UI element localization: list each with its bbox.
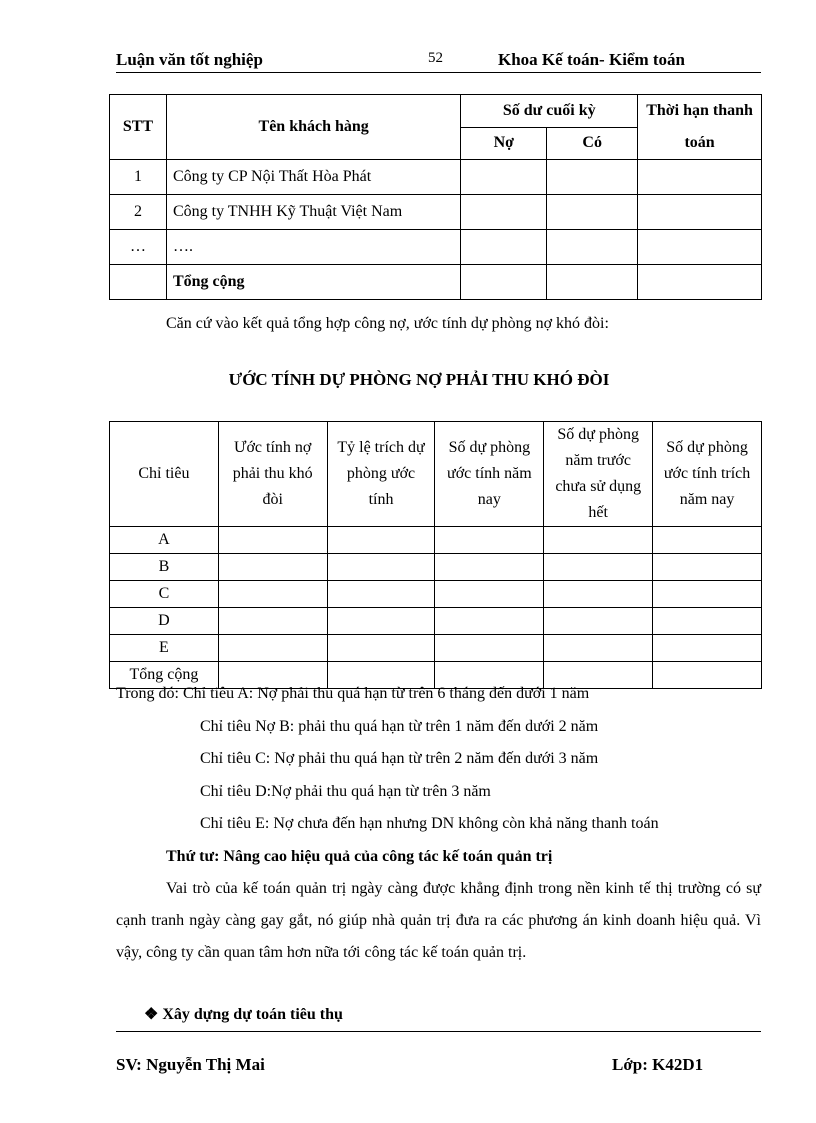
table-row bbox=[110, 230, 762, 265]
table-row bbox=[110, 160, 762, 195]
col-header-debit: Nợ bbox=[461, 127, 547, 160]
note-item: Chỉ tiêu Nợ B: phải thu quá hạn từ trên 1 năm đến dưới 2 năm bbox=[200, 718, 599, 735]
col-header-name: Tên khách hàng bbox=[166, 95, 460, 160]
note-first: Trong đó: Chỉ tiêu A: Nợ phải thu quá hạn từ trên 6 tháng đến dưới 1 năm bbox=[116, 685, 590, 702]
row-total-label: Tổng cộng bbox=[166, 265, 460, 300]
table-row-total bbox=[110, 265, 762, 300]
col-header-estimated-debt: Ước tính nợ phải thu khó đòi bbox=[218, 422, 327, 527]
row-total-label: Tổng cộng bbox=[110, 662, 219, 689]
row-indicator-label: A bbox=[110, 527, 219, 554]
section-paragraph: Vai trò của kế toán quản trị ngày càng được khẳng định trong nền kinh tế thị trường có sự cạnh tranh ngày càng gay gắt, nó giúp nhà quản trị đưa ra các phương án kinh doanh hiệu quả. Vì vậy, công ty cần quan tâm hơn nữa tới công tác kế toán quản trị. bbox=[116, 880, 761, 961]
header-faculty-label: Khoa Kế toán- Kiểm toán bbox=[498, 50, 685, 69]
footer-student: SV: Nguyễn Thị Mai bbox=[116, 1055, 265, 1074]
table-row bbox=[110, 581, 762, 608]
intro-text: Căn cứ vào kết quả tổng hợp công nợ, ước tính dự phòng nợ khó đòi: bbox=[166, 315, 609, 332]
bullet-item bbox=[144, 999, 343, 1031]
provision-estimate-table bbox=[109, 421, 762, 689]
table-row bbox=[110, 195, 762, 230]
table-row bbox=[110, 635, 762, 662]
table-header-row bbox=[110, 95, 762, 128]
row-stt: 2 bbox=[110, 195, 167, 230]
section-heading: Thứ tư: Nâng cao hiệu quả của công tác kế toán quản trị bbox=[166, 848, 553, 865]
footer-divider bbox=[116, 1031, 761, 1032]
col-header-credit: Có bbox=[547, 127, 638, 160]
diamond-bullet-icon: ❖ bbox=[144, 1006, 159, 1023]
note-item: Chỉ tiêu E: Nợ chưa đến hạn nhưng DN không còn khả năng thanh toán bbox=[200, 815, 659, 832]
col-header-balance: Số dư cuối kỳ bbox=[461, 95, 638, 128]
note-item: Chỉ tiêu D:Nợ phải thu quá hạn từ trên 3 năm bbox=[200, 783, 491, 800]
row-stt: 1 bbox=[110, 160, 167, 195]
col-header-indicator: Chỉ tiêu bbox=[110, 422, 219, 527]
row-stt bbox=[110, 265, 167, 300]
col-header-term: Thời hạn thanh toán bbox=[638, 95, 762, 160]
table-row bbox=[110, 527, 762, 554]
note-item: Chỉ tiêu C: Nợ phải thu quá hạn từ trên 2 năm đến dưới 3 năm bbox=[200, 750, 599, 767]
col-header-stt: STT bbox=[110, 95, 167, 160]
row-stt: … bbox=[110, 230, 167, 265]
bullet-text: Xây dựng dự toán tiêu thụ bbox=[162, 1006, 343, 1023]
table-header-row bbox=[110, 422, 762, 527]
row-indicator-label: D bbox=[110, 608, 219, 635]
col-header-provision-unused: Số dự phòng năm trước chưa sử dụng hết bbox=[544, 422, 653, 527]
col-header-provision-to-set: Số dự phòng ước tính trích năm nay bbox=[653, 422, 762, 527]
col-header-provision-rate: Tỷ lệ trích dự phòng ước tính bbox=[327, 422, 435, 527]
row-indicator-label: B bbox=[110, 554, 219, 581]
table2-title: ƯỚC TÍNH DỰ PHÒNG NỢ PHẢI THU KHÓ ĐÒI bbox=[228, 370, 610, 389]
header-thesis-label: Luận văn tốt nghiệp bbox=[116, 50, 263, 69]
row-customer-name: Công ty CP Nội Thất Hòa Phát bbox=[166, 160, 460, 195]
table-row bbox=[110, 554, 762, 581]
table-row bbox=[110, 608, 762, 635]
row-indicator-label: C bbox=[110, 581, 219, 608]
page-header bbox=[116, 48, 761, 73]
page-number: 52 bbox=[428, 50, 443, 66]
customer-balance-table bbox=[109, 94, 762, 300]
footer-class: Lớp: K42D1 bbox=[612, 1055, 704, 1074]
row-customer-name: Công ty TNHH Kỹ Thuật Việt Nam bbox=[166, 195, 460, 230]
row-customer-name: …. bbox=[166, 230, 460, 265]
col-header-provision-this-year: Số dự phòng ước tính năm nay bbox=[435, 422, 544, 527]
row-indicator-label: E bbox=[110, 635, 219, 662]
